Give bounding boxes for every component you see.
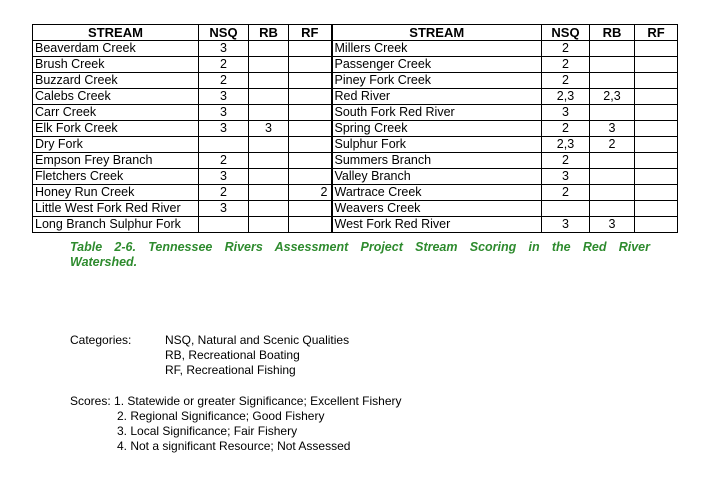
rf-cell xyxy=(635,105,678,121)
rf-cell xyxy=(635,169,678,185)
rf-cell xyxy=(635,73,678,89)
rb-cell xyxy=(590,201,635,217)
rb-cell xyxy=(590,153,635,169)
stream-name-cell: West Fork Red River xyxy=(332,217,542,233)
rf-cell xyxy=(635,185,678,201)
rb-cell xyxy=(249,185,289,201)
rf-cell xyxy=(289,217,332,233)
stream-name-cell: Valley Branch xyxy=(332,169,542,185)
caption-line-1: Table 2-6. Tennessee Rivers Assessment Project Stream Scoring in the Red River xyxy=(70,240,650,254)
stream-name-cell: Millers Creek xyxy=(332,41,542,57)
nsq-cell: 2 xyxy=(542,185,590,201)
header-stream-right: STREAM xyxy=(332,25,542,41)
table-row xyxy=(33,169,678,185)
rf-cell xyxy=(289,73,332,89)
score-item: 3. Local Significance; Fair Fishery xyxy=(117,424,298,438)
rb-cell: 2,3 xyxy=(590,89,635,105)
stream-name-cell: Weavers Creek xyxy=(332,201,542,217)
rf-cell xyxy=(635,89,678,105)
stream-name-cell: Empson Frey Branch xyxy=(33,153,199,169)
rb-cell xyxy=(590,73,635,89)
stream-name-cell: Long Branch Sulphur Fork xyxy=(33,217,199,233)
nsq-cell: 2 xyxy=(542,41,590,57)
stream-name-cell: Elk Fork Creek xyxy=(33,121,199,137)
category-item: RF, Recreational Fishing xyxy=(165,363,296,377)
score-item: 4. Not a significant Resource; Not Assessed xyxy=(117,439,351,453)
table-header-row xyxy=(33,25,678,41)
table-caption xyxy=(70,240,650,270)
header-nsq-left: NSQ xyxy=(199,25,249,41)
nsq-cell: 2 xyxy=(199,57,249,73)
rf-cell xyxy=(289,121,332,137)
rf-cell xyxy=(289,201,332,217)
rf-cell xyxy=(635,153,678,169)
rb-cell xyxy=(249,41,289,57)
rf-cell xyxy=(289,137,332,153)
category-item: NSQ, Natural and Scenic Qualities xyxy=(165,333,350,347)
table-row xyxy=(33,185,678,201)
table-body xyxy=(33,41,678,233)
nsq-cell: 3 xyxy=(199,169,249,185)
rf-cell xyxy=(635,57,678,73)
table-row xyxy=(33,137,678,153)
table-row xyxy=(33,121,678,137)
stream-name-cell: Little West Fork Red River xyxy=(33,201,199,217)
table-row xyxy=(33,73,678,89)
rb-cell xyxy=(590,185,635,201)
nsq-cell: 3 xyxy=(542,105,590,121)
rf-cell xyxy=(289,57,332,73)
table-row xyxy=(33,201,678,217)
stream-name-cell: Brush Creek xyxy=(33,57,199,73)
header-nsq-right: NSQ xyxy=(542,25,590,41)
table-row xyxy=(33,41,678,57)
stream-name-cell: Fletchers Creek xyxy=(33,169,199,185)
rb-cell xyxy=(249,57,289,73)
header-rf-left: RF xyxy=(289,25,332,41)
nsq-cell: 3 xyxy=(199,89,249,105)
nsq-cell: 2 xyxy=(542,73,590,89)
table-row xyxy=(33,89,678,105)
rf-cell xyxy=(289,89,332,105)
rb-cell xyxy=(249,73,289,89)
rf-cell: 2 xyxy=(289,185,332,201)
rb-cell xyxy=(590,41,635,57)
rf-cell xyxy=(289,41,332,57)
categories-label: Categories: xyxy=(70,333,132,347)
nsq-cell: 2,3 xyxy=(542,137,590,153)
stream-name-cell: Beaverdam Creek xyxy=(33,41,199,57)
rf-cell xyxy=(289,169,332,185)
nsq-cell: 2 xyxy=(542,121,590,137)
stream-name-cell: Honey Run Creek xyxy=(33,185,199,201)
stream-name-cell: Carr Creek xyxy=(33,105,199,121)
rb-cell: 2 xyxy=(590,137,635,153)
rb-cell xyxy=(249,137,289,153)
nsq-cell: 3 xyxy=(199,121,249,137)
nsq-cell xyxy=(199,137,249,153)
scores-legend xyxy=(70,394,402,454)
rb-cell xyxy=(249,201,289,217)
nsq-cell: 2 xyxy=(199,185,249,201)
rf-cell xyxy=(635,137,678,153)
nsq-cell: 2 xyxy=(199,153,249,169)
nsq-cell xyxy=(199,217,249,233)
header-rb-left: RB xyxy=(249,25,289,41)
stream-name-cell: Spring Creek xyxy=(332,121,542,137)
score-item: 2. Regional Significance; Good Fishery xyxy=(117,409,325,423)
score-item: Scores: 1. Statewide or greater Significance; Excellent Fishery xyxy=(70,394,402,408)
nsq-cell: 3 xyxy=(199,201,249,217)
stream-name-cell: Sulphur Fork xyxy=(332,137,542,153)
stream-name-cell: Passenger Creek xyxy=(332,57,542,73)
rf-cell xyxy=(635,41,678,57)
nsq-cell: 3 xyxy=(542,169,590,185)
stream-name-cell: Summers Branch xyxy=(332,153,542,169)
stream-name-cell: Red River xyxy=(332,89,542,105)
rb-cell xyxy=(249,169,289,185)
rb-cell xyxy=(590,57,635,73)
caption-line-2: Watershed. xyxy=(70,255,138,269)
nsq-cell: 3 xyxy=(542,217,590,233)
rb-cell xyxy=(249,153,289,169)
stream-name-cell: Calebs Creek xyxy=(33,89,199,105)
nsq-cell: 3 xyxy=(199,105,249,121)
stream-name-cell: South Fork Red River xyxy=(332,105,542,121)
rf-cell xyxy=(289,153,332,169)
rb-cell xyxy=(590,169,635,185)
rb-cell: 3 xyxy=(590,217,635,233)
rf-cell xyxy=(635,217,678,233)
rf-cell xyxy=(635,201,678,217)
rb-cell xyxy=(249,217,289,233)
nsq-cell: 3 xyxy=(199,41,249,57)
stream-scoring-table xyxy=(32,24,678,233)
header-rb-right: RB xyxy=(590,25,635,41)
rf-cell xyxy=(635,121,678,137)
table-row xyxy=(33,57,678,73)
nsq-cell: 2 xyxy=(542,57,590,73)
rf-cell xyxy=(289,105,332,121)
stream-name-cell: Piney Fork Creek xyxy=(332,73,542,89)
stream-name-cell: Dry Fork xyxy=(33,137,199,153)
table-row xyxy=(33,217,678,233)
rb-cell xyxy=(249,105,289,121)
nsq-cell: 2 xyxy=(199,73,249,89)
stream-name-cell: Buzzard Creek xyxy=(33,73,199,89)
categories-list xyxy=(165,333,349,378)
header-stream-left: STREAM xyxy=(33,25,199,41)
rb-cell: 3 xyxy=(249,121,289,137)
rb-cell xyxy=(249,89,289,105)
table-row xyxy=(33,105,678,121)
rb-cell xyxy=(590,105,635,121)
scores-label: Scores: xyxy=(70,394,111,408)
rb-cell: 3 xyxy=(590,121,635,137)
table-row xyxy=(33,153,678,169)
nsq-cell: 2 xyxy=(542,153,590,169)
nsq-cell: 2,3 xyxy=(542,89,590,105)
header-rf-right: RF xyxy=(635,25,678,41)
stream-name-cell: Wartrace Creek xyxy=(332,185,542,201)
category-item: RB, Recreational Boating xyxy=(165,348,300,362)
nsq-cell xyxy=(542,201,590,217)
